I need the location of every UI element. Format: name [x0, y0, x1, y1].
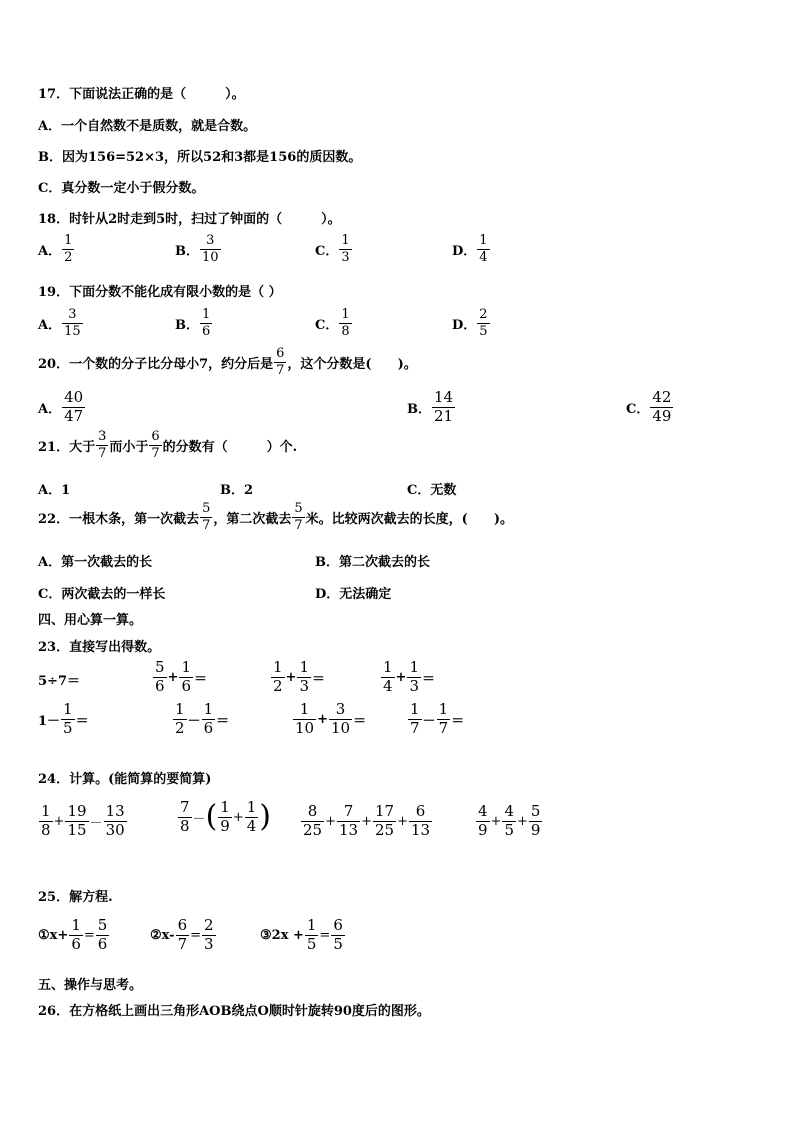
q21-option-a[interactable]: A．1 — [38, 483, 71, 498]
q23-expr-6: $\frac{1}{2}$ － $\frac{1}{6}$ ＝ — [175, 700, 230, 737]
q21-option-c[interactable]: C．无数 — [407, 483, 457, 498]
q18-option-b[interactable]: B． $\frac{3}{10}$ — [175, 233, 219, 265]
q22-option-b[interactable]: B．第二次截去的长 — [315, 555, 430, 570]
q23-expr-4: $\frac{1}{4}$ + $\frac{1}{3}$ ＝ — [383, 658, 436, 695]
q22-option-a[interactable]: A．第一次截去的长 — [38, 555, 153, 570]
q23-expr-8: $\frac{1}{7}$ － $\frac{1}{7}$ ＝ — [410, 700, 465, 737]
q23-expr-7: $\frac{1}{10}$ + $\frac{3}{10}$ ＝ — [295, 700, 367, 737]
q23-expr-1: 5÷7＝ — [38, 674, 80, 689]
q21-stem: 21．大于 $\frac{3}{7}$ 而小于 $\frac{6}{7}$ 的分数有（ ）个. — [38, 429, 298, 461]
q19-option-d[interactable]: D． $\frac{2}{5}$ — [452, 307, 488, 339]
q20-stem: 20．一个数的分子比分母小7，约分后是 $\frac{6}{7}$ ，这个分数是( )。 — [38, 346, 417, 378]
q21-option-b[interactable]: B．2 — [220, 483, 254, 498]
q22-stem: 22．一根木条，第一次截去 $\frac{5}{7}$ ，第二次截去 $\frac{5}{7}$ 米。比较两次截去的长度，( )。 — [38, 501, 513, 533]
q24-calc-4: $\frac{4}{9}$ + $\frac{4}{5}$ + $\frac{5}{9}$ — [478, 802, 541, 839]
q24-calc-3: $\frac{8}{25}$ + $\frac{7}{13}$ + $\frac{17}{25}$ + $\frac{6}{13}$ — [303, 802, 431, 839]
q17-option-b[interactable]: B．因为156=52×3，所以52和3都是156的质因数。 — [38, 150, 362, 165]
q23-stem: 23．直接写出得数。 — [38, 640, 161, 655]
q26-stem: 26．在方格纸上画出三角形AOB绕点O顺时针旋转90度后的图形。 — [38, 1004, 430, 1019]
q22-option-c[interactable]: C．两次截去的一样长 — [38, 587, 166, 602]
q24-stem: 24．计算。(能简算的要简算) — [38, 772, 212, 787]
q20-option-a[interactable]: A． $\frac{40}{47}$ — [38, 388, 84, 425]
q18-option-d[interactable]: D． $\frac{1}{4}$ — [452, 233, 488, 265]
q24-calc-1: $\frac{1}{8}$ + $\frac{19}{15}$ － $\frac{13}{30}$ — [41, 802, 125, 839]
q25-equation-3: ③2x + $\frac{1}{5}$ = $\frac{6}{5}$ — [260, 916, 343, 953]
q24-calc-2: $\frac{7}{8}$ － ( $\frac{1}{9}$ + $\frac{1}{4}$ ) — [180, 798, 271, 835]
q18-option-c[interactable]: C． $\frac{1}{3}$ — [315, 233, 350, 265]
q18-option-a[interactable]: A． $\frac{1}{2}$ — [38, 233, 73, 265]
q23-expr-3: $\frac{1}{2}$ + $\frac{1}{3}$ ＝ — [273, 658, 326, 695]
q19-option-c[interactable]: C． $\frac{1}{8}$ — [315, 307, 350, 339]
q20-option-b[interactable]: B． $\frac{14}{21}$ — [407, 388, 454, 425]
q17-option-c[interactable]: C．真分数一定小于假分数。 — [38, 181, 205, 196]
q23-expr-2: $\frac{5}{6}$ + $\frac{1}{6}$ ＝ — [155, 658, 208, 695]
q25-equation-2: ②x- $\frac{6}{7}$ = $\frac{2}{3}$ — [150, 916, 214, 953]
q19-stem: 19．下面分数不能化成有限小数的是（ ） — [38, 285, 282, 300]
q18-stem: 18．时针从2时走到5时，扫过了钟面的（ ）。 — [38, 212, 341, 227]
q17-option-a[interactable]: A．一个自然数不是质数，就是合数。 — [38, 119, 257, 134]
q19-option-a[interactable]: A． $\frac{3}{15}$ — [38, 307, 81, 339]
q23-expr-5: 1－ $\frac{1}{5}$ ＝ — [38, 700, 89, 737]
section-5-heading: 五、操作与思考。 — [38, 978, 143, 993]
q20-option-c[interactable]: C． $\frac{42}{49}$ — [626, 388, 672, 425]
q25-stem: 25．解方程. — [38, 890, 113, 905]
section-4-heading: 四、用心算一算。 — [38, 613, 143, 628]
q19-option-b[interactable]: B． $\frac{1}{6}$ — [175, 307, 211, 339]
q25-equation-1: ①x+ $\frac{1}{6}$ = $\frac{5}{6}$ — [38, 916, 108, 953]
q17-stem: 17．下面说法正确的是（ ）。 — [38, 87, 245, 102]
q22-option-d[interactable]: D．无法确定 — [315, 587, 392, 602]
